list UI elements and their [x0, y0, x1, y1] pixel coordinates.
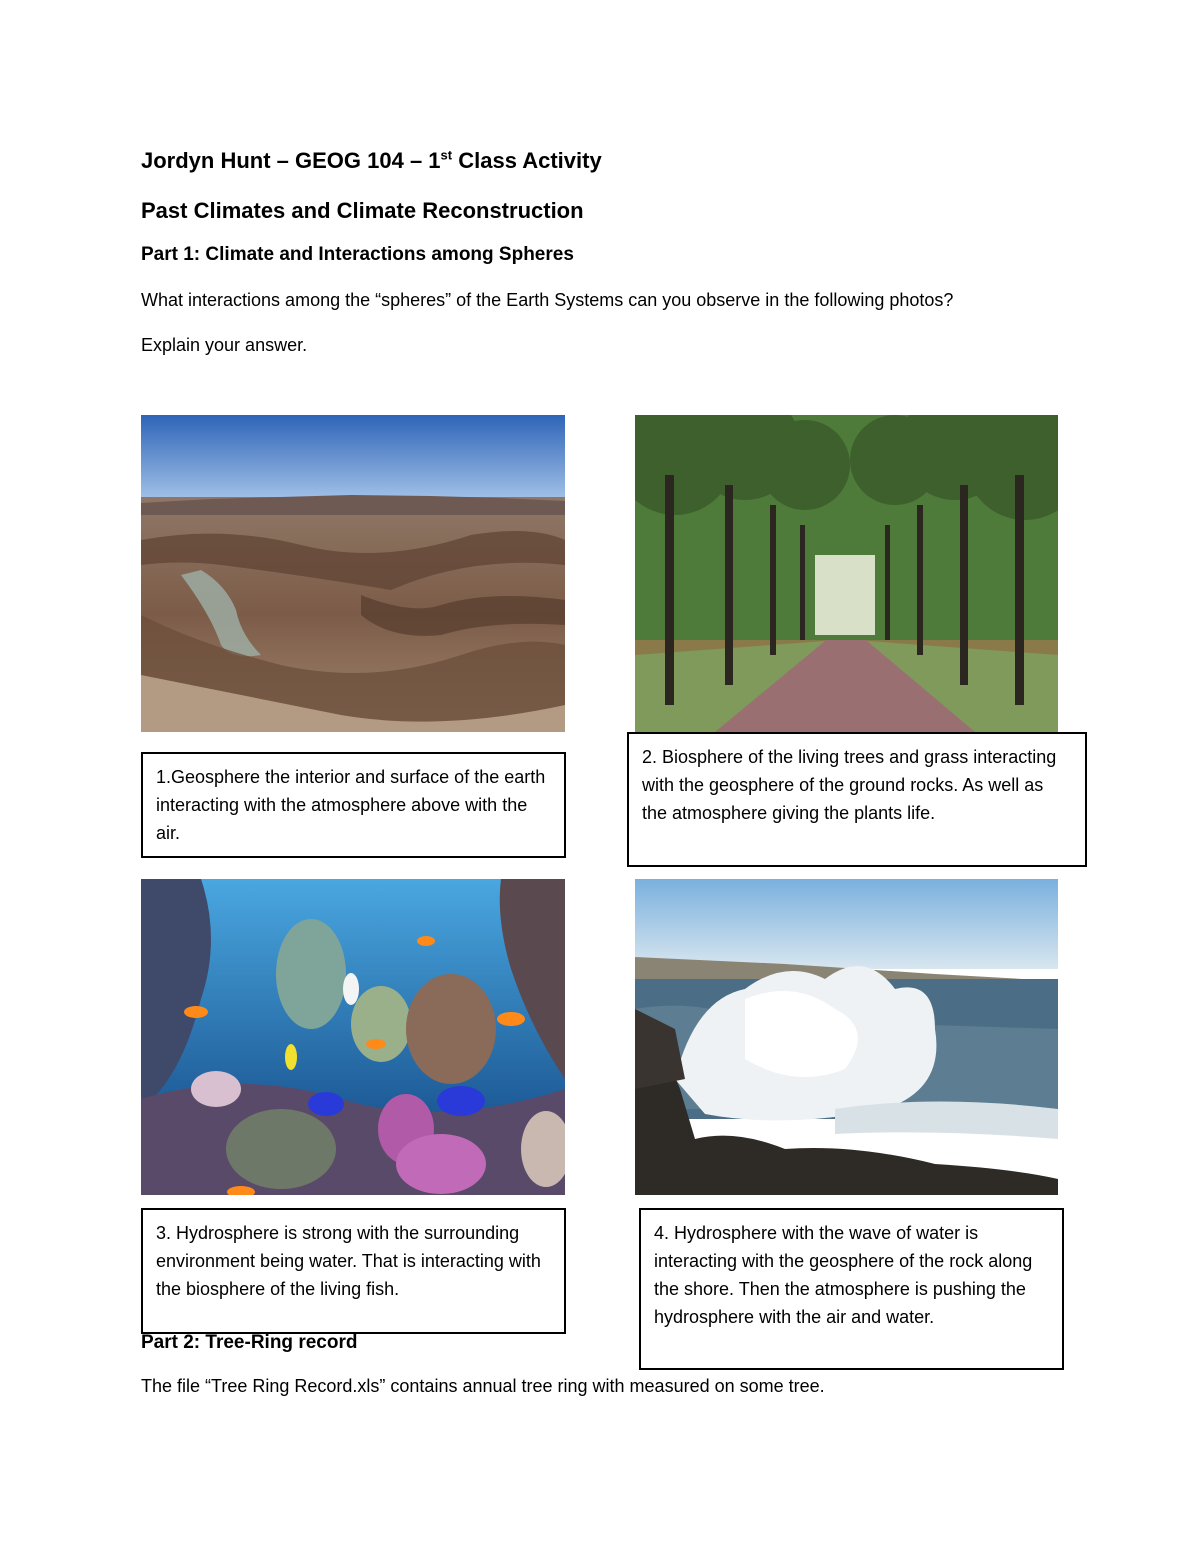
caption-3: 3. Hydrosphere is strong with the surrounding environment being water. That is interacting with the biosphere of the living fish.	[141, 1208, 566, 1334]
part2-text: The file “Tree Ring Record.xls” contains annual tree ring with measured on some tree.	[141, 1376, 825, 1396]
part1-instruction: Explain your answer.	[141, 335, 308, 355]
canyon-photo	[141, 415, 565, 732]
coral-reef-photo	[141, 879, 565, 1195]
ocean-wave-photo	[635, 879, 1058, 1195]
part1-question: What interactions among the “spheres” of the Earth Systems can you observe in the following photos?	[141, 290, 954, 310]
part1-heading: Part 1: Climate and Interactions among Spheres	[141, 244, 574, 265]
tree-avenue-photo	[635, 415, 1058, 732]
document-subtitle: Past Climates and Climate Reconstruction	[141, 198, 584, 223]
caption-4: 4. Hydrosphere with the wave of water is interacting with the geosphere of the rock along the shore. Then the atmosphere is pushing the hydrosphere with the air and water.	[639, 1208, 1064, 1370]
part2-heading: Part 2: Tree-Ring record	[141, 1332, 358, 1353]
document-title: Jordyn Hunt – GEOG 104 – 1st Class Activity	[141, 147, 602, 173]
caption-2: 2. Biosphere of the living trees and grass interacting with the geosphere of the ground rocks. As well as the atmosphere giving the plants life.	[627, 732, 1087, 867]
caption-1: 1.Geosphere the interior and surface of the earth interacting with the atmosphere above with the air.	[141, 752, 566, 858]
